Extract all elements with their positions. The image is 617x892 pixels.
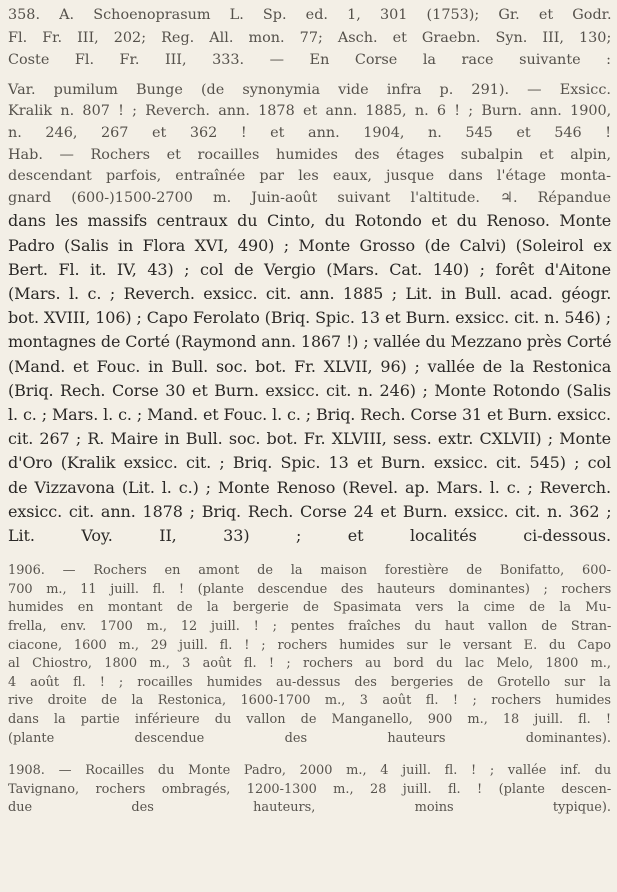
species-entry-line: Fl. Fr. III, 202; Reg. All. mon. 77; Asch. et Graebn. Syn. III, 130; bbox=[8, 29, 612, 46]
record-1908-line: due des hauteurs, moins typique). bbox=[8, 800, 611, 816]
record-1906-line: 700 m., 11 juill. fl. ! (plante descendue des hauteurs dominantes) ; rochers bbox=[8, 581, 612, 597]
distribution-line: dans les massifs centraux du Cinto, du Rotondo et du Renoso. Monte bbox=[8, 211, 612, 231]
record-1906-line: humides en montant de la bergerie de Spasimata vers la cime de la Mu- bbox=[8, 600, 612, 616]
habitat-line: gnard (600-)1500-2700 m. Juin-août suivant l'altitude. ♃. Répandue bbox=[8, 189, 611, 206]
record-1906-line: rive droite de la Restonica, 1600-1700 m., 3 août fl. ! ; rochers humides bbox=[8, 693, 611, 709]
distribution-line: bot. XVIII, 106) ; Capo Ferolato (Briq. Spic. 13 et Burn. exsicc. cit. n. 546) ; bbox=[8, 308, 611, 328]
distribution-line: Lit. Voy. II, 33) ; et localités ci-dessous. bbox=[8, 525, 611, 545]
distribution-line: montagnes de Corté (Raymond ann. 1867 !) ; vallée du Mezzano près Corté bbox=[8, 332, 612, 352]
record-1906-line: frella, env. 1700 m., 12 juill. ! ; pentes fraîches du haut vallon de Stran- bbox=[8, 618, 612, 634]
distribution-line: Padro (Salis in Flora XVI, 490) ; Monte Grosso (de Calvi) (Soleirol ex bbox=[8, 235, 612, 255]
distribution-line: (Mand. et Fouc. in Bull. soc. bot. Fr. XLVII, 96) ; vallée de la Restonica bbox=[8, 356, 612, 376]
record-1908-line: 1908. — Rocailles du Monte Padro, 2000 m., 4 juill. fl. ! ; vallée inf. du bbox=[8, 763, 612, 779]
species-entry bbox=[8, 4, 611, 72]
variety-entry-line: Kralik n. 807 ! ; Reverch. ann. 1878 et ann. 1885, n. 6 ! ; Burn. ann. 1900, bbox=[8, 103, 612, 120]
distribution-line: Bert. Fl. it. IV, 43) ; col de Vergio (Mars. Cat. 140) ; forêt d'Aitone bbox=[8, 259, 612, 279]
species-entry-line: Coste Fl. Fr. III, 333. — En Corse la race suivante : bbox=[8, 52, 611, 69]
distribution-line: l. c. ; Mars. l. c. ; Mand. et Fouc. l. c. ; Briq. Rech. Corse 31 et Burn. exsicc. bbox=[8, 404, 612, 424]
record-1908 bbox=[8, 762, 611, 818]
record-1906-line: 1906. — Rochers en amont de la maison forestière de Bonifatto, 600- bbox=[8, 563, 611, 579]
distribution-line: d'Oro (Kralik exsicc. cit. ; Briq. Spic. 13 et Burn. exsicc. cit. 545) ; col bbox=[8, 453, 611, 473]
distribution-line: de Vizzavona (Lit. l. c.) ; Monte Renoso (Revel. ap. Mars. l. c. ; Reverch. bbox=[8, 477, 611, 497]
record-1906-line: 4 août fl. ! ; rocailles humides au-dessus des bergeries de Grotello sur la bbox=[8, 674, 611, 690]
record-1906-line: ciacone, 1600 m., 29 juill. fl. ! ; rochers humides sur le versant E. du Capo bbox=[8, 637, 611, 653]
record-1906-line: dans la partie inférieure du vallon de Manganello, 900 m., 18 juill. fl. ! bbox=[8, 711, 611, 727]
distribution-line: (Mars. l. c. ; Reverch. exsicc. cit. ann. 1885 ; Lit. in Bull. acad. géogr. bbox=[8, 283, 612, 303]
distribution-paragraph bbox=[8, 209, 611, 548]
record-1906 bbox=[8, 562, 611, 748]
distribution-line: exsicc. cit. ann. 1878 ; Briq. Rech. Corse 24 et Burn. exsicc. cit. n. 362 ; bbox=[8, 501, 612, 521]
distribution-line: cit. 267 ; R. Maire in Bull. soc. bot. Fr. XLVIII, sess. extr. CXLVII) ; Monte bbox=[8, 429, 611, 449]
record-1908-line: Tavignano, rochers ombragés, 1200-1300 m., 28 juill. fl. ! (plante descen- bbox=[8, 781, 612, 797]
record-1906-line: al Chiostro, 1800 m., 3 août fl. ! ; rochers au bord du lac Melo, 1800 m., bbox=[8, 656, 611, 672]
habitat-intro bbox=[8, 145, 611, 210]
variety-entry-line: Var. pumilum Bunge (de synonymia vide infra p. 291). — Exsicc. bbox=[8, 81, 611, 98]
species-entry-line: 358. A. Schoenoprasum L. Sp. ed. 1, 301 (1753); Gr. et Godr. bbox=[8, 7, 612, 23]
variety-entry bbox=[8, 80, 611, 145]
variety-entry-line: n. 246, 267 et 362 ! et ann. 1904, n. 545 et 546 ! bbox=[8, 124, 611, 141]
record-1906-line: (plante descendue des hauteurs dominantes). bbox=[8, 730, 611, 746]
habitat-line: Hab. — Rochers et rocailles humides des étages subalpin et alpin, bbox=[8, 146, 612, 163]
distribution-line: (Briq. Rech. Corse 30 et Burn. exsicc. cit. n. 246) ; Monte Rotondo (Salis bbox=[8, 380, 611, 400]
habitat-line: descendant parfois, entraînée par les eaux, jusque dans l'étage monta- bbox=[8, 168, 611, 185]
